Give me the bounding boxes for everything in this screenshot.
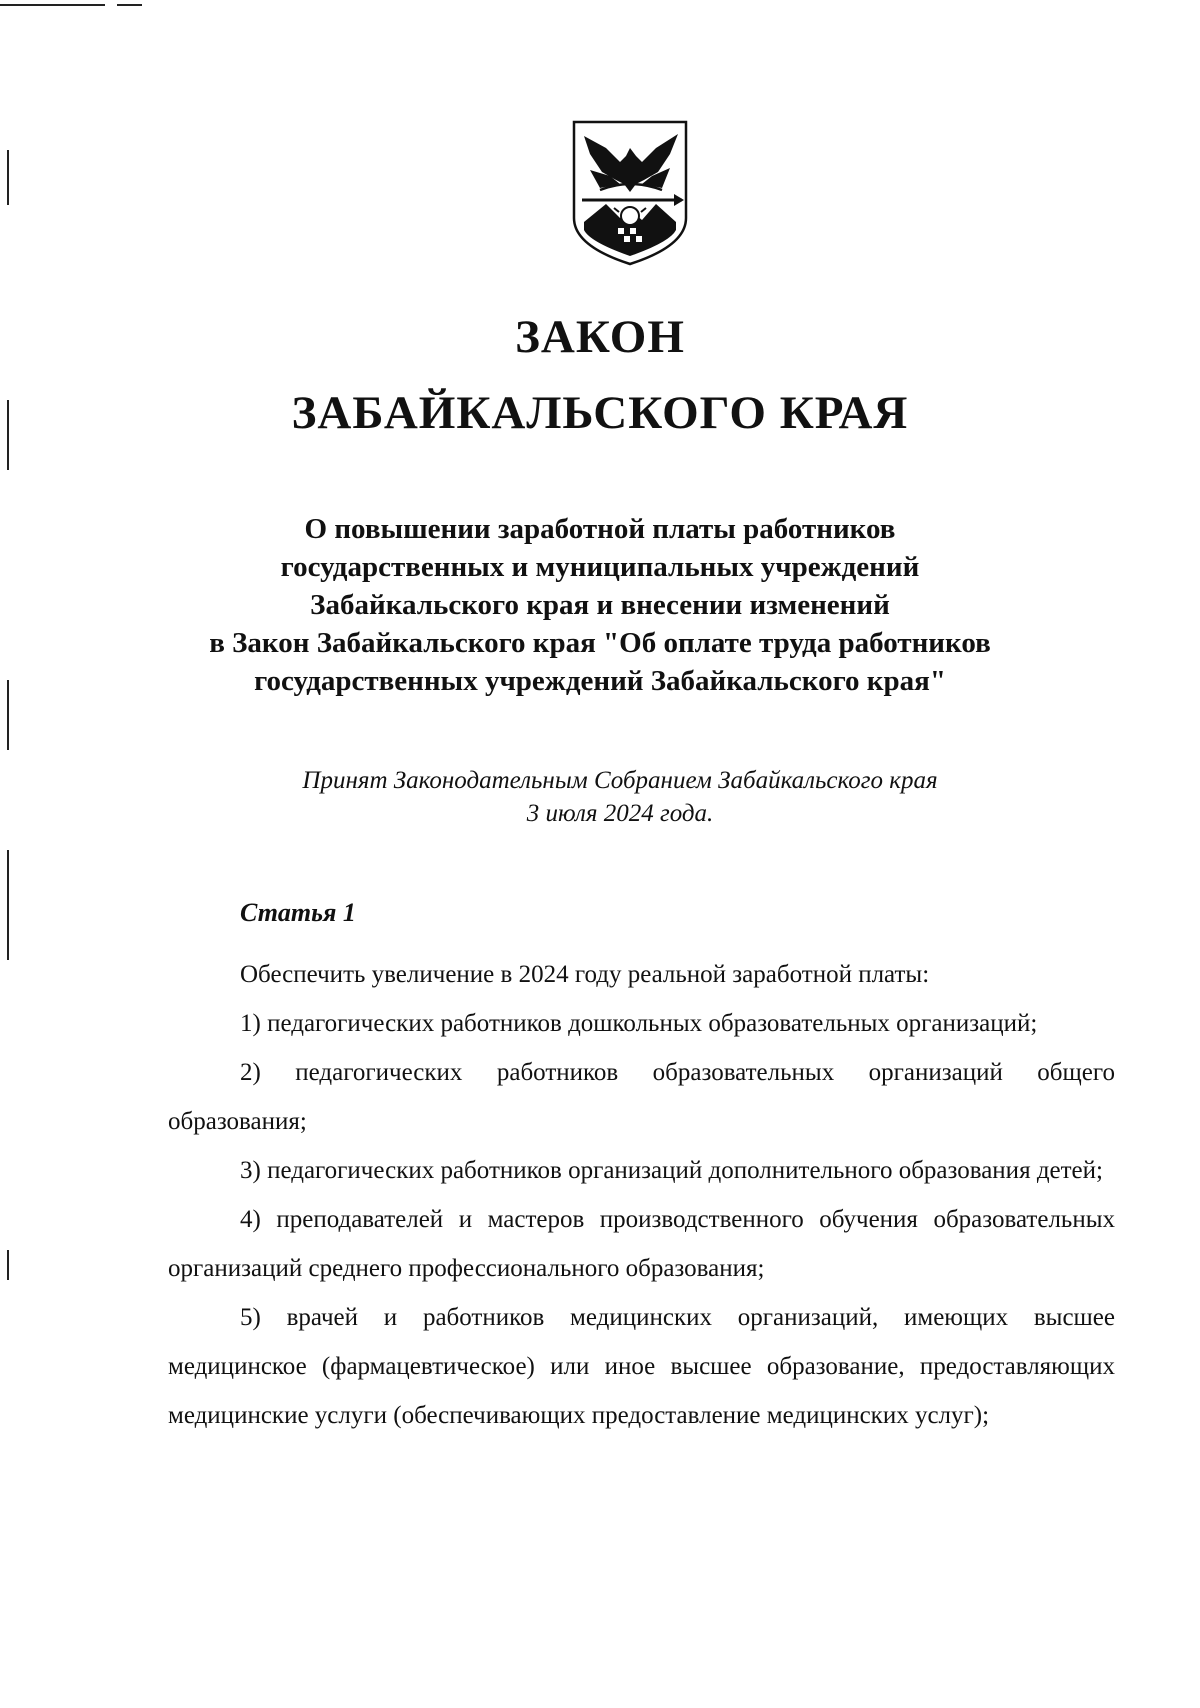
scan-mark-left-5 bbox=[7, 1250, 9, 1280]
document-region-title: ЗАБАЙКАЛЬСКОГО КРАЯ bbox=[291, 387, 909, 439]
article-item: 4) преподавателей и мастеров производственного обучения образовательных организаций среднего профессионального образования; bbox=[168, 1206, 1115, 1282]
scan-mark-top bbox=[0, 4, 105, 6]
article-item: 1) педагогических работников дошкольных образовательных организаций; bbox=[240, 1010, 1038, 1037]
scan-mark-left-1 bbox=[7, 150, 9, 205]
law-subject-line: в Закон Забайкальского края "Об оплате труда работников bbox=[209, 627, 991, 659]
scan-mark-left-4 bbox=[7, 850, 9, 960]
law-subject bbox=[140, 510, 1060, 700]
adoption-body: Принят Законодательным Собранием Забайкальского края bbox=[302, 767, 938, 794]
article-item: 3) педагогических работников организаций дополнительного образования детей; bbox=[240, 1157, 1103, 1184]
law-subject-line: государственных учреждений Забайкальского края" bbox=[254, 665, 946, 697]
law-subject-line: О повышении заработной платы работников bbox=[304, 513, 896, 545]
adoption-note bbox=[200, 764, 1040, 830]
law-subject-line: государственных и муниципальных учреждений bbox=[280, 551, 920, 583]
article-title: Статья 1 bbox=[240, 898, 356, 927]
scan-mark-left-3 bbox=[7, 680, 9, 750]
article-body bbox=[168, 950, 1115, 1440]
coat-of-arms-icon bbox=[570, 118, 690, 268]
document-title: ЗАКОН bbox=[515, 311, 685, 363]
adoption-date: 3 июля 2024 года. bbox=[526, 800, 714, 827]
law-subject-line: Забайкальского края и внесении изменений bbox=[310, 589, 890, 621]
article-intro: Обеспечить увеличение в 2024 году реальной заработной платы: bbox=[240, 961, 930, 988]
article-item: 2) педагогических работников образовательных организаций общего образования; bbox=[168, 1059, 1115, 1135]
scan-mark-top-short bbox=[117, 4, 142, 6]
article-item: 5) врачей и работников медицинских организаций, имеющих высшее медицинское (фармацевтическое) или иное высшее образование, предоставляющих медицинские услуги (обеспечивающих предоставление медицинских услуг); bbox=[168, 1304, 1115, 1429]
